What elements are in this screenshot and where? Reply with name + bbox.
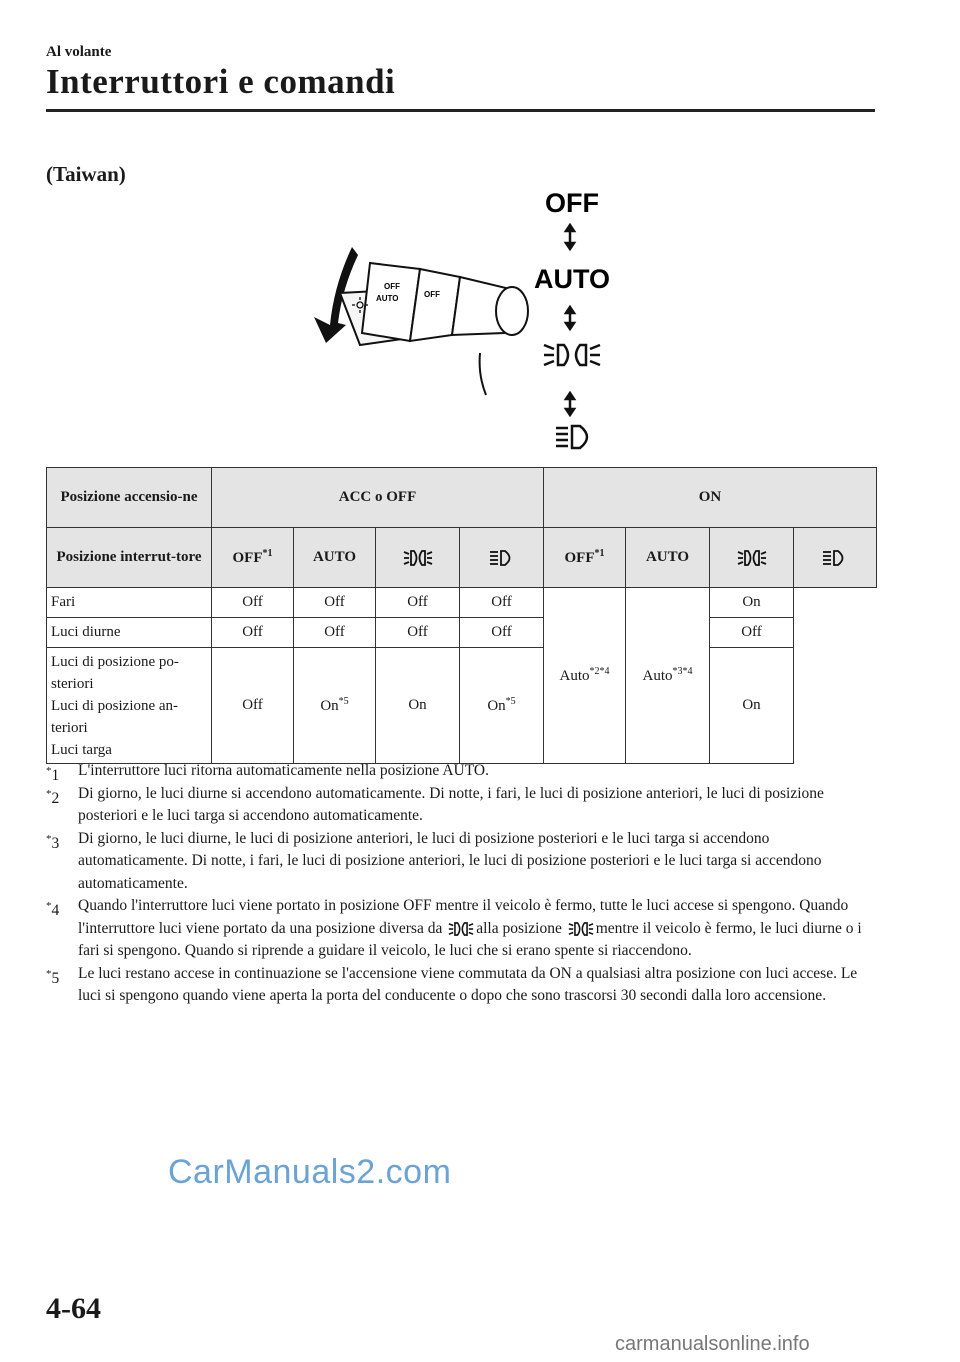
group-on: ON [544, 468, 877, 528]
lever-label-off: OFF [384, 282, 400, 291]
headlight-icon [489, 549, 515, 567]
lever-label-off-lower: OFF [424, 290, 440, 299]
col-on-auto: AUTO [626, 528, 710, 588]
col-on-off: OFF$^{*1}$ [544, 528, 626, 588]
position-label-off: OFF [545, 188, 599, 218]
title-rule [46, 109, 875, 112]
position-label-auto: AUTO [533, 264, 611, 294]
cell: Off [710, 618, 794, 648]
chapter-title: Interruttori e comandi [46, 62, 396, 101]
tail-light-icon [568, 921, 594, 937]
col-auto: AUTO [294, 528, 376, 588]
row-label: Luci di posizione po- steriori Luci di posizione an- teriori Luci targa [47, 648, 212, 764]
cell: On$^{*5}$ [460, 648, 544, 764]
arrow-updown-icon [566, 225, 574, 249]
light-status-table [46, 467, 877, 764]
arrow-updown-icon [566, 393, 574, 415]
headlight-icon [822, 549, 848, 567]
col-off: OFF$^{*1}$ [212, 528, 294, 588]
page-number: 4-64 [46, 1292, 101, 1325]
footnotes [46, 760, 878, 1008]
merged-auto-cell: Auto$^{*3*4}$ [626, 588, 710, 764]
cell: On$^{*5}$ [294, 648, 376, 764]
table-row [47, 618, 877, 648]
lever-label-auto: AUTO [376, 294, 399, 303]
ignition-label: Posizione accensio-ne [47, 468, 212, 528]
cell: Off [376, 618, 460, 648]
watermark-logo: CarManuals2.com [168, 1153, 452, 1191]
cell: Off [294, 588, 376, 618]
footnote: *5 Le luci restano accese in continuazione se l'accensione viene commutata da ON a qualsiasi altra posizione con luci accese. Le luci si spengono quando viene aperta la porta del conducente o dopo che sono trascorsi 30 secondi dalla loro accensione. [46, 964, 858, 1004]
ignition-header-row [47, 468, 877, 528]
row-label: Luci diurne [47, 618, 212, 648]
footnote: *4 Quando l'interruttore luci viene portato in posizione OFF mentre il veicolo è fermo, tutte le luci accese si spengono. Quando l'interruttore luci viene portato da una posizione diversa da alla posizione mentre il veicolo è fermo, le luci diurne o i fari si spengono. Quando si riprende a guidare il veicolo, le luci che si erano spente si riaccendono. [46, 897, 862, 959]
cell: Off [460, 618, 544, 648]
site-credit: carmanualsonline.info [615, 1333, 810, 1355]
col-on-head [794, 528, 877, 588]
tail-light-icon [448, 921, 474, 937]
col-on-tail [710, 528, 794, 588]
cell: On [376, 648, 460, 764]
cell: Off [376, 588, 460, 618]
headlight-icon [556, 426, 587, 448]
footnote: *2 Di giorno, le luci diurne si accendono automaticamente. Di notte, i fari, le luci di posizione anteriori, le luci di posizione posteriori e le luci targa si accendono automaticamente. [46, 784, 824, 824]
tail-light-icon [544, 345, 600, 365]
lever-stalk [340, 263, 528, 395]
tail-light-icon [403, 549, 433, 567]
cell: Off [294, 618, 376, 648]
arrow-updown-icon [566, 307, 574, 329]
section-label: Al volante [46, 44, 112, 60]
light-switch-illustration [300, 185, 630, 455]
tail-light-icon [737, 549, 767, 567]
col-tail [376, 528, 460, 588]
merged-auto-cell: Auto$^{*2*4}$ [544, 588, 626, 764]
cell: Off [460, 588, 544, 618]
table-row [47, 648, 877, 764]
cell: Off [212, 648, 294, 764]
table-row [47, 588, 877, 618]
row-label: Fari [47, 588, 212, 618]
cell: Off [212, 618, 294, 648]
footnote: *1 L'interruttore luci ritorna automaticamente nella posizione AUTO. [46, 762, 489, 784]
col-head [460, 528, 544, 588]
cell: Off [212, 588, 294, 618]
region-subheading: (Taiwan) [46, 162, 126, 186]
switch-header-row [47, 528, 877, 588]
footnote: *3 Di giorno, le luci diurne, le luci di posizione anteriori, le luci di posizione posteriori e le luci targa si accendono automaticamente. Di notte, i fari, le luci di posizione anteriori, le luci di posizione posteriori e le luci targa si accendono automaticamente. [46, 829, 822, 892]
group-acc-off: ACC o OFF [212, 468, 544, 528]
cell: On [710, 588, 794, 618]
switch-label: Posizione interrut-tore [47, 528, 212, 588]
cell: On [710, 648, 794, 764]
